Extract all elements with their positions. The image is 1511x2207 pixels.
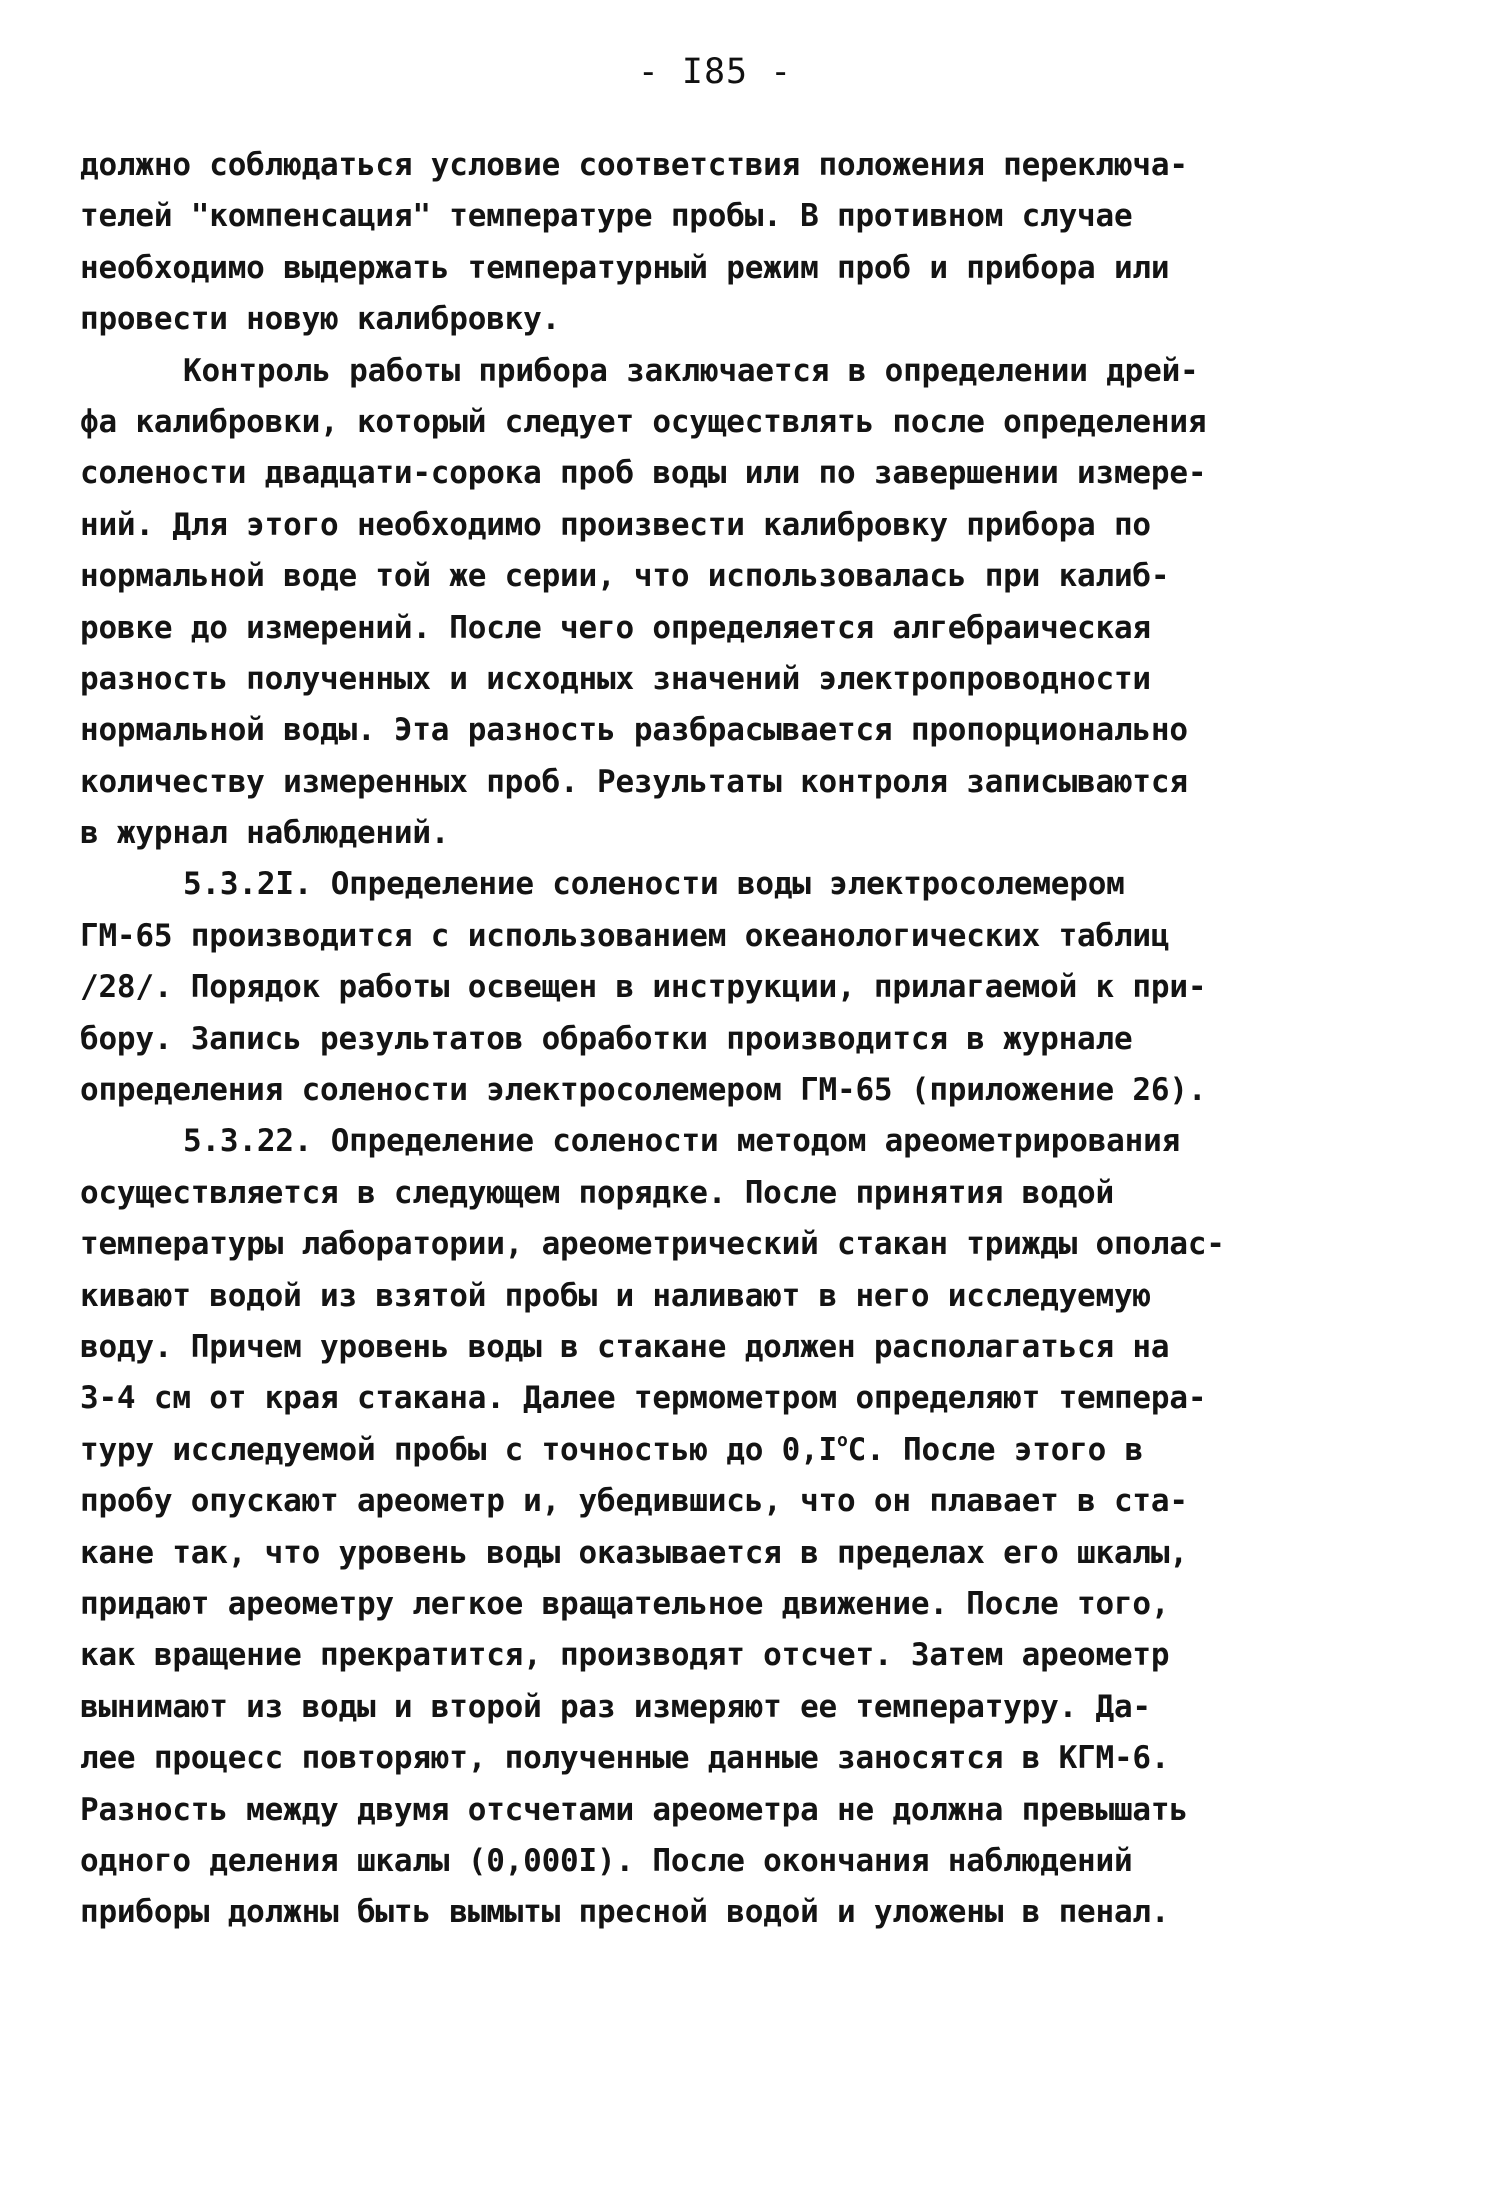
text-line: лее процесс повторяют, полученные данные заносятся в КГМ-6. (80, 1740, 1170, 1777)
text-line: ний. Для этого необходимо произвести калибровку прибора по (80, 506, 1151, 543)
text-line: телей "компенсация" температуре пробы. В противном случае (80, 198, 1133, 235)
body-text (80, 140, 1400, 1939)
text-line: температуры лаборатории, ареометрический стакан трижды ополас- (80, 1226, 1225, 1263)
text-line: /28/. Порядок работы освещен в инструкции, прилагаемой к при- (80, 969, 1207, 1006)
text-line: разность полученных и исходных значений электропроводности (80, 660, 1151, 697)
section-heading-line: 5.3.22. Определение солености методом ареометрирования (183, 1123, 1181, 1160)
text-line: фа калибровки, который следует осуществлять после определения (80, 403, 1207, 440)
text-line: бору. Запись результатов обработки производится в журнале (80, 1020, 1133, 1057)
text-line: нормальной воды. Эта разность разбрасывается пропорционально (80, 712, 1188, 749)
text-line: количеству измеренных проб. Результаты контроля записываются (80, 763, 1188, 800)
text-line: в журнал наблюдений. (80, 815, 450, 852)
text-line: ровке до измерений. После чего определяется алгебраическая (80, 609, 1151, 646)
paragraph-start-line: Контроль работы прибора заключается в определении дрей- (183, 352, 1199, 389)
text-line: 3-4 см от края стакана. Далее термометром определяют темпера- (80, 1380, 1207, 1417)
section-heading-line: 5.3.2I. Определение солености воды электросолемером (183, 866, 1125, 903)
text-line: нормальной воде той же серии, что использовалась при калиб- (80, 558, 1170, 595)
text-line: определения солености электросолемером ГМ-65 (приложение 26). (80, 1072, 1207, 1109)
text-line: должно соблюдаться условие соответствия положения переключа- (80, 147, 1188, 183)
text-segment: туру исследуемой пробы с точностью до 0,I (80, 1431, 838, 1468)
text-line: придают ареометру легкое вращательное движение. После того, (80, 1585, 1170, 1622)
text-line: как вращение прекратится, производят отсчет. Затем ареометр (80, 1637, 1170, 1674)
text-line: провести новую калибровку. (80, 301, 561, 338)
page-number: - I85 - (637, 52, 793, 92)
text-line: необходимо выдержать температурный режим проб и прибора или (80, 249, 1170, 286)
text-line: кивают водой из взятой пробы и наливают в него исследуемую (80, 1277, 1151, 1314)
text-line: Разность между двумя отсчетами ареометра не должна превышать (80, 1791, 1188, 1828)
degree-superscript: o (837, 1429, 848, 1451)
text-line: вынимают из воды и второй раз измеряют ее температуру. Да- (80, 1688, 1151, 1725)
text-line-with-degree (80, 1425, 1400, 1476)
text-line: приборы должны быть вымыты пресной водой и уложены в пенал. (80, 1894, 1170, 1931)
text-line: пробу опускают ареометр и, убедившись, что он плавает в ста- (80, 1483, 1188, 1520)
text-line: воду. Причем уровень воды в стакане должен располагаться на (80, 1328, 1170, 1365)
text-segment: C. После этого в (847, 1431, 1144, 1468)
text-line: солености двадцати-сорока проб воды или по завершении измере- (80, 455, 1207, 492)
text-line: кане так, что уровень воды оказывается в пределах его шкалы, (80, 1534, 1188, 1571)
text-line: осуществляется в следующем порядке. После принятия водой (80, 1174, 1114, 1211)
text-line: одного деления шкалы (0,000I). После окончания наблюдений (80, 1842, 1133, 1879)
text-line: ГМ-65 производится с использованием океанологических таблиц (80, 917, 1170, 954)
